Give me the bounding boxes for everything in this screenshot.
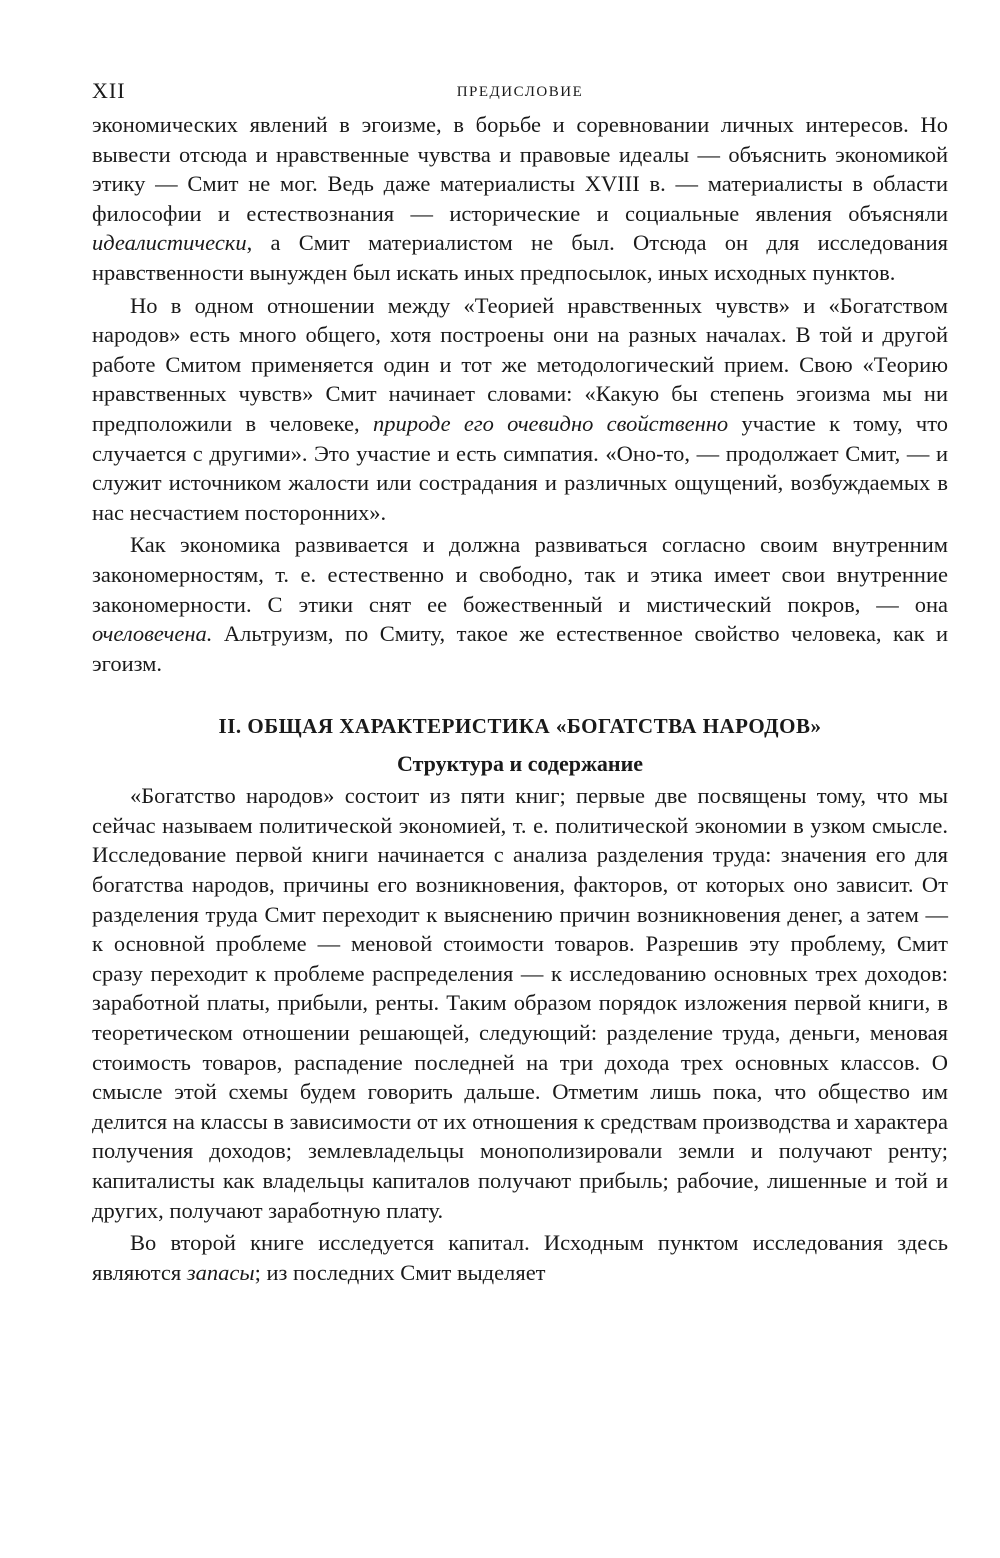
running-head — [92, 70, 948, 110]
paragraph-3: Как экономика развивается и должна развиваться согласно своим внутренним закономерностям, т. е. естественно и свободно, так и этика имеет свои внутренние закономерности. С этики снят ее божественный и мистический покров, — она очеловечена. Альтруизм, по Смиту, такое же естественное свойство человека, как и эгоизм. — [92, 532, 948, 676]
running-title: ПРЕДИСЛОВИЕ — [456, 84, 584, 100]
italic-emphasis: природе его очевидно свойственно — [372, 410, 729, 436]
section-subtitle: Структура и содержание — [396, 751, 644, 777]
italic-emphasis: идеалистически — [92, 230, 247, 256]
paragraph-2: Но в одном отношении между «Теорией нравственных чувств» и «Богатством народов» есть много общего, хотя построены они на разных началах. В той и другой работе Смитом применяется один и тот же методологический прием. Свою «Теорию нравственных чувств» Смит начинает словами: «Какую бы степень эгоизма мы ни предположили в человеке, природе его очевидно свойственно участие к тому, что случается с другими». Это участие и есть симпатия. «Оно-то, — продолжает Смит, — и служит источником жалости или сострадания и различных ощущений, возбуждаемых в нас несчастием посторонних». — [92, 292, 948, 525]
body-text — [92, 110, 948, 1287]
italic-emphasis: очеловечена. — [92, 621, 213, 647]
paragraph-1: экономических явлений в эгоизме, в борьбе и соревновании личных интересов. Но вывести отсюда и нравственные чувства и правовые идеалы — объяснить экономикой этику — Смит не мог. Ведь даже материалисты XVIII в. — материалисты в области философии и естествознания — исторические и социальные явления объясняли идеалистически, а Смит материалистом не был. Отсюда он для исследования нравственности вынужден был искать иных предпосылок, иных исходных пунктов. — [92, 112, 948, 285]
paragraph-5: Во второй книге исследуется капитал. Исходным пунктом исследования здесь являются запасы; из последних Смит выделяет — [92, 1230, 948, 1285]
book-page — [92, 70, 948, 1287]
italic-emphasis: запасы — [186, 1259, 255, 1285]
page-number: XII — [92, 78, 126, 103]
section-title: II. ОБЩАЯ ХАРАКТЕРИСТИКА «БОГАТСТВА НАРОДОВ» — [218, 714, 822, 739]
paragraph-4: «Богатство народов» состоит из пяти книг; первые две посвящены тому, что мы сейчас называем политической экономией, т. е. политической экономии в узком смысле. Исследование первой книги начинается с анализа разделения труда: значения его для богатства народов, причины его возникновения, факторов, от которых оно зависит. От разделения труда Смит переходит к выяснению причин возникновения денег, а затем — к основной проблеме — меновой стоимости товаров. Разрешив эту проблему, Смит сразу переходит к проблеме распределения — к исследованию основных трех доходов: заработной платы, прибыли, ренты. Таким образом порядок изложения первой книги, в теоретическом отношении решающей, следующий: разделение труда, деньги, меновая стоимость товаров, распадение последней на три дохода трех основных классов. О смысле этой схемы будем говорить дальше. Отметим лишь пока, что общество им делится на классы в зависимости от их отношения к средствам производства и характера получения доходов; землевладельцы монополизировали земли и получают ренту; капиталисты как владельцы капиталов получают прибыль; рабочие, лишенные и той и других, получают заработную плату. — [92, 783, 948, 1223]
